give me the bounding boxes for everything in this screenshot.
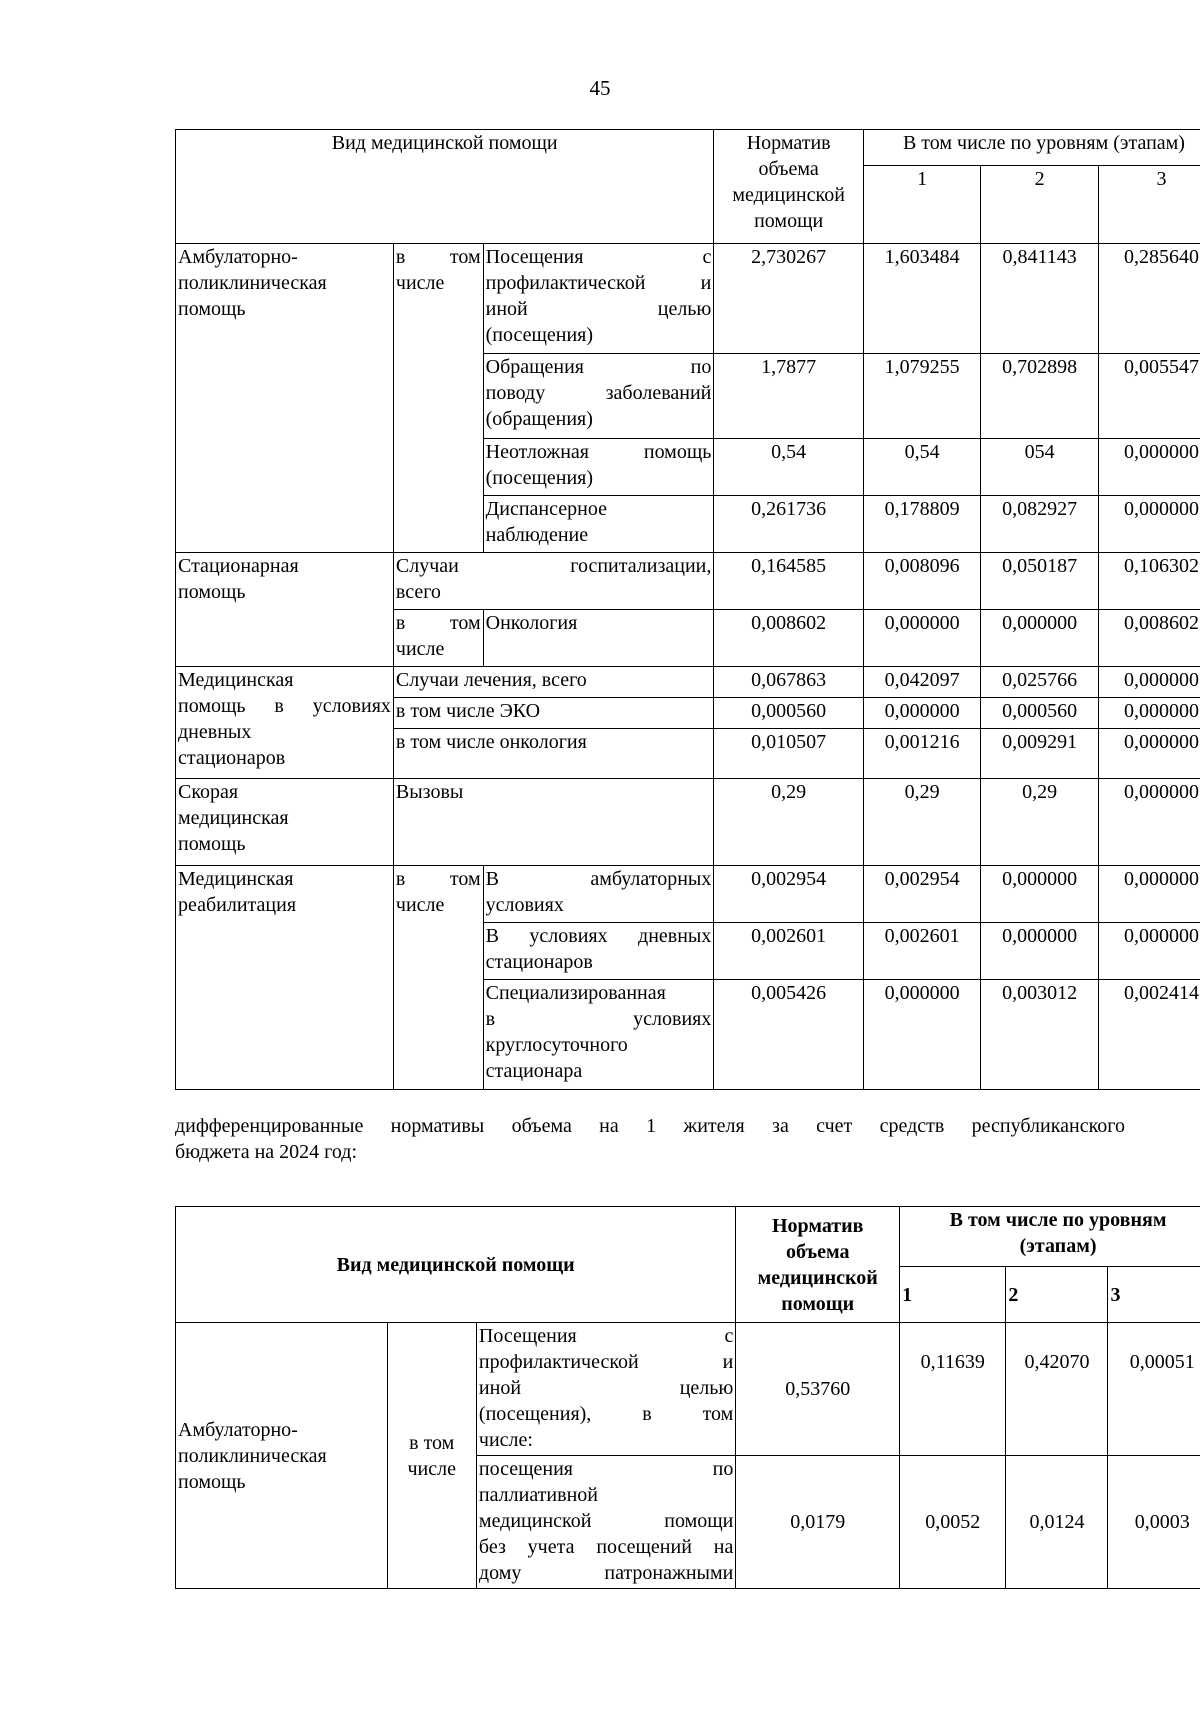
value-cell: 0,025766 — [981, 667, 1098, 698]
value-cell: 0,29 — [981, 779, 1098, 866]
header-vid: Вид медицинской помощи — [176, 130, 714, 244]
row-label: Обращения по поводу заболеваний (обращения) — [483, 354, 714, 439]
value-cell: 0,000000 — [981, 610, 1098, 667]
value-cell: 0,29 — [863, 779, 980, 866]
row-label: в том числе ЭКО — [393, 698, 713, 729]
header-level-2: 2 — [1006, 1267, 1108, 1323]
header-level-3: 3 — [1108, 1267, 1200, 1323]
value-cell: 0,53760 — [736, 1323, 900, 1456]
value-cell: 0,54 — [863, 439, 980, 496]
value-cell: 0,000000 — [863, 980, 980, 1090]
value-cell: 0,002954 — [714, 866, 864, 923]
value-cell: 0,005426 — [714, 980, 864, 1090]
value-cell: 0,42070 — [1006, 1323, 1108, 1456]
row-label: Посещения с профилактической и иной целью (посещения), в том числе: — [476, 1323, 735, 1456]
row-label: в том числе онкология — [393, 729, 713, 779]
row-label: В амбулаторных условиях — [483, 866, 714, 923]
value-cell: 1,079255 — [863, 354, 980, 439]
value-cell: 0,042097 — [863, 667, 980, 698]
rehab-v-tom-chisle: в том числе — [393, 866, 483, 1090]
row-label: Вызовы — [393, 779, 713, 866]
row-label: посещения по паллиативной медицинской помощи без учета посещений на дому патронажными — [476, 1456, 735, 1589]
value-cell: 0,0052 — [900, 1456, 1006, 1589]
value-cell: 0,000000 — [1098, 729, 1200, 779]
row-label: Случаи лечения, всего — [393, 667, 713, 698]
value-cell: 0,002601 — [714, 923, 864, 980]
ambulatory-name: Амбулаторно- поликлиническая помощь — [176, 1323, 388, 1589]
page-number: 45 — [589, 76, 611, 100]
value-cell: 0,008602 — [1098, 610, 1200, 667]
value-cell: 0,003012 — [981, 980, 1098, 1090]
value-cell: 2,730267 — [714, 244, 864, 354]
value-cell: 0,000000 — [1098, 496, 1200, 553]
value-cell: 0,002414 — [1098, 980, 1200, 1090]
republican-budget-norms-table — [175, 1206, 1200, 1589]
inpatient-v-tom-chisle: в том числе — [393, 610, 483, 667]
value-cell: 0,178809 — [863, 496, 980, 553]
value-cell: 0,000000 — [863, 610, 980, 667]
value-cell: 0,000000 — [863, 698, 980, 729]
header-level-2: 2 — [981, 166, 1098, 244]
value-cell: 0,002954 — [863, 866, 980, 923]
inpatient-name: Стационарная помощь — [176, 553, 394, 667]
value-cell: 0,000000 — [1098, 923, 1200, 980]
value-cell: 0,000560 — [981, 698, 1098, 729]
value-cell: 0,082927 — [981, 496, 1098, 553]
value-cell: 0,067863 — [714, 667, 864, 698]
value-cell: 0,0179 — [736, 1456, 900, 1589]
value-cell: 0,050187 — [981, 553, 1098, 610]
value-cell: 0,29 — [714, 779, 864, 866]
row-label: В условиях дневных стационаров — [483, 923, 714, 980]
value-cell: 0,106302 — [1098, 553, 1200, 610]
value-cell: 0,010507 — [714, 729, 864, 779]
value-cell: 0,005547 — [1098, 354, 1200, 439]
ambulatory-v-tom-chisle: в том числе — [387, 1323, 476, 1589]
value-cell: 0,000000 — [981, 866, 1098, 923]
value-cell: 0,001216 — [863, 729, 980, 779]
value-cell: 0,008602 — [714, 610, 864, 667]
value-cell: 0,54 — [714, 439, 864, 496]
value-cell: 0,009291 — [981, 729, 1098, 779]
value-cell: 0,164585 — [714, 553, 864, 610]
value-cell: 0,261736 — [714, 496, 864, 553]
row-label: Посещения с профилактической и иной целью (посещения) — [483, 244, 714, 354]
value-cell: 0,00051 — [1108, 1323, 1200, 1456]
value-cell: 1,7877 — [714, 354, 864, 439]
row-label: Случаи госпитализации, всего — [393, 553, 713, 610]
value-cell: 0,702898 — [981, 354, 1098, 439]
value-cell: 0,0124 — [1006, 1456, 1108, 1589]
header-levels: В том числе по уровням (этапам) — [863, 130, 1200, 166]
value-cell: 0,11639 — [900, 1323, 1006, 1456]
header-vid: Вид медицинской помощи — [176, 1207, 736, 1323]
row-label: Специализированная в условиях круглосуточного стационара — [483, 980, 714, 1090]
day-care-name: Медицинская помощь в условиях дневных стационаров — [176, 667, 394, 779]
header-levels: В том числе по уровням (этапам) — [900, 1207, 1200, 1267]
value-cell: 0,285640 — [1098, 244, 1200, 354]
value-cell: 0,000560 — [714, 698, 864, 729]
ambulatory-name: Амбулаторно- поликлиническая помощь — [176, 244, 394, 553]
value-cell: 0,000000 — [1098, 667, 1200, 698]
value-cell: 0,841143 — [981, 244, 1098, 354]
value-cell: 0,002601 — [863, 923, 980, 980]
value-cell: 0,000000 — [1098, 866, 1200, 923]
value-cell: 1,603484 — [863, 244, 980, 354]
header-normativ: Норматив объема медицинской помощи — [714, 130, 864, 244]
row-label: Неотложная помощь (посещения) — [483, 439, 714, 496]
rehab-name: Медицинская реабилитация — [176, 866, 394, 1090]
header-level-1: 1 — [863, 166, 980, 244]
value-cell: 0,000000 — [1098, 439, 1200, 496]
value-cell: 0,000000 — [1098, 779, 1200, 866]
row-label: Диспансерное наблюдение — [483, 496, 714, 553]
volume-norms-table — [175, 129, 1200, 1090]
header-normativ: Норматив объема медицинской помощи — [736, 1207, 900, 1323]
value-cell: 0,008096 — [863, 553, 980, 610]
header-level-3: 3 — [1098, 166, 1200, 244]
ambulatory-v-tom-chisle: в том числе — [393, 244, 483, 553]
caption: дифференцированные нормативы объема на 1 жителя за счет средств республиканского бюджета на 2024 год: — [175, 1115, 1125, 1163]
row-label: Онкология — [483, 610, 714, 667]
value-cell: 0,000000 — [1098, 698, 1200, 729]
header-level-1: 1 — [900, 1267, 1006, 1323]
value-cell: 0,000000 — [981, 923, 1098, 980]
value-cell: 054 — [981, 439, 1098, 496]
emergency-name: Скорая медицинская помощь — [176, 779, 394, 866]
value-cell: 0,0003 — [1108, 1456, 1200, 1589]
